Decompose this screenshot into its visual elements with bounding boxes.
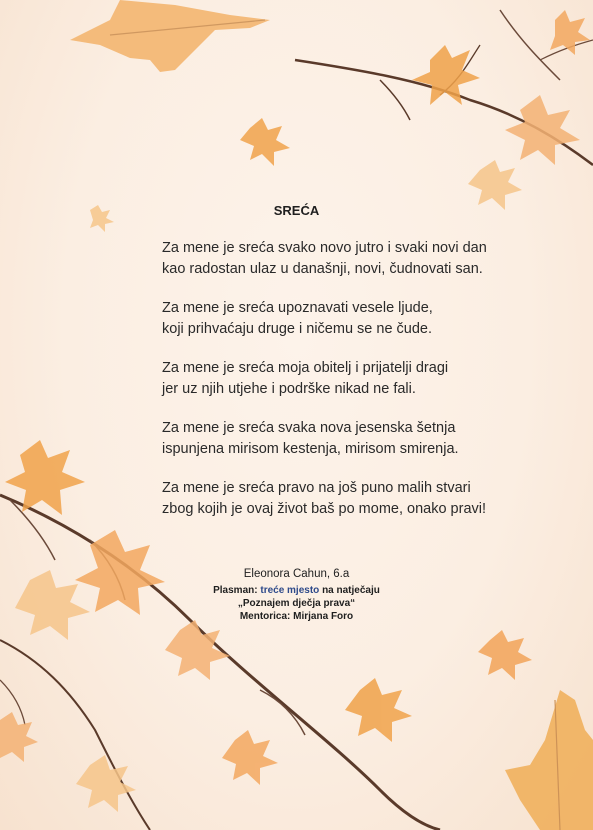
poem-line: koji prihvaćaju druge i ničemu se ne čude. — [162, 321, 433, 337]
poem-line: ispunjena mirisom kestenja, mirisom smirenja. — [162, 441, 459, 457]
leaves-bottom-right — [478, 630, 593, 830]
placement-label: Plasman: — [213, 585, 258, 596]
placement-line — [0, 584, 593, 597]
poem-line: Za mene je sreća svaka nova jesenska šetnja — [162, 420, 456, 436]
poem-line: zbog kojih je ovaj život baš po mome, onako pravi! — [162, 501, 487, 517]
poem-stanza — [162, 478, 522, 520]
poem-stanza — [162, 298, 522, 340]
poem-stanza — [162, 418, 522, 460]
poem-stanza — [162, 358, 522, 400]
poem-body — [162, 238, 522, 538]
placement-value: treće mjesto — [260, 585, 320, 596]
author-name: Eleonora Cahun, 6.a — [243, 568, 350, 580]
mentor-name: Mentorica: Mirjana Foro — [239, 611, 354, 622]
poem-stanza — [162, 238, 522, 280]
poem-title: SREĆA — [273, 203, 320, 218]
branch-bottom-left — [0, 495, 440, 830]
poem-line: kao radostan ulaz u današnji, novi, čudnovati san. — [162, 261, 483, 277]
poem-line: Za mene je sreća moja obitelj i prijatelji dragi — [162, 360, 449, 376]
leaf-top-left — [70, 0, 270, 72]
poem-line: Za mene je sreća pravo na još puno malih stvari — [162, 480, 471, 496]
poem-line: Za mene je sreća upoznavati vesele ljude, — [162, 300, 433, 316]
poem-line: jer uz njih utjehe i podrške nikad ne fali. — [162, 381, 416, 397]
credits-block — [0, 567, 593, 623]
poem-line: Za mene je sreća svako novo jutro i svaki novi dan — [162, 240, 487, 256]
placement-suffix: na natječaju — [322, 585, 380, 596]
competition-name: „Poznajem dječja prava“ — [237, 598, 356, 609]
